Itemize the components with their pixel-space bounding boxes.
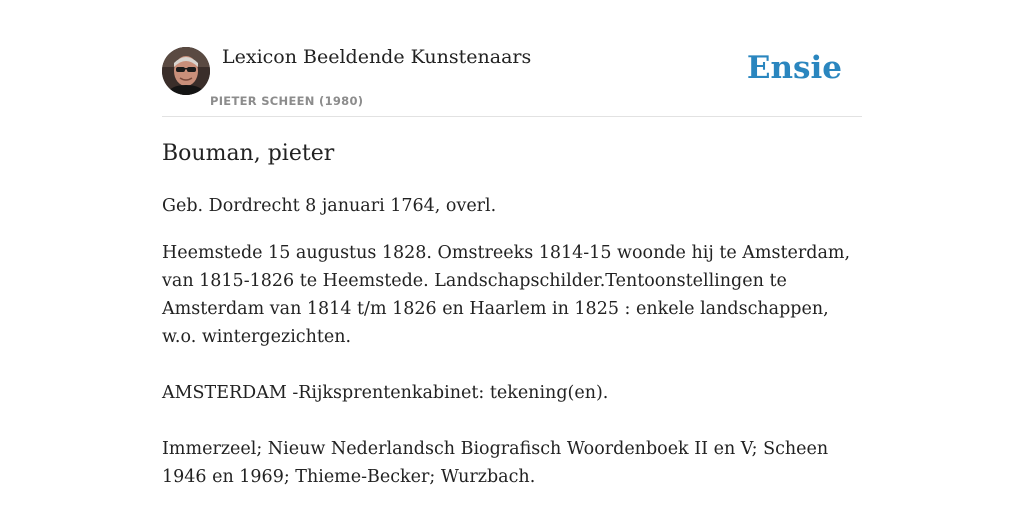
paragraph-spacer bbox=[162, 407, 862, 435]
entry-paragraph: Immerzeel; Nieuw Nederlandsch Biografisch Woordenboek II en V; Scheen 1946 en 1969; Thieme-Becker; Wurzbach. bbox=[162, 439, 829, 487]
paragraph-spacer bbox=[162, 351, 862, 379]
entry-paragraph: Geb. Dordrecht 8 januari 1764, overl. bbox=[162, 196, 497, 216]
header bbox=[162, 40, 862, 117]
ensie-logo[interactable]: Ensie bbox=[746, 50, 842, 86]
entry-content bbox=[162, 138, 862, 491]
entry-title: Bouman, pieter bbox=[162, 141, 335, 166]
person-portrait-icon bbox=[162, 47, 210, 95]
author-avatar[interactable] bbox=[162, 47, 210, 95]
entry-paragraph: AMSTERDAM -Rijksprentenkabinet: tekening(en). bbox=[162, 383, 609, 403]
author-credit: PIETER SCHEEN (1980) bbox=[210, 94, 364, 108]
book-title-link[interactable]: Lexicon Beeldende Kunstenaars bbox=[222, 46, 532, 68]
entry-paragraph: Heemstede 15 augustus 1828. Omstreeks 1814-15 woonde hij te Amsterdam, van 1815-1826 te Heemstede. Landschapschilder.Tentoonstellingen te Amsterdam van 1814 t/m 1826 en Haarlem in 1825 : enkele landschappen, w.o. wintergezichten. bbox=[162, 243, 851, 347]
